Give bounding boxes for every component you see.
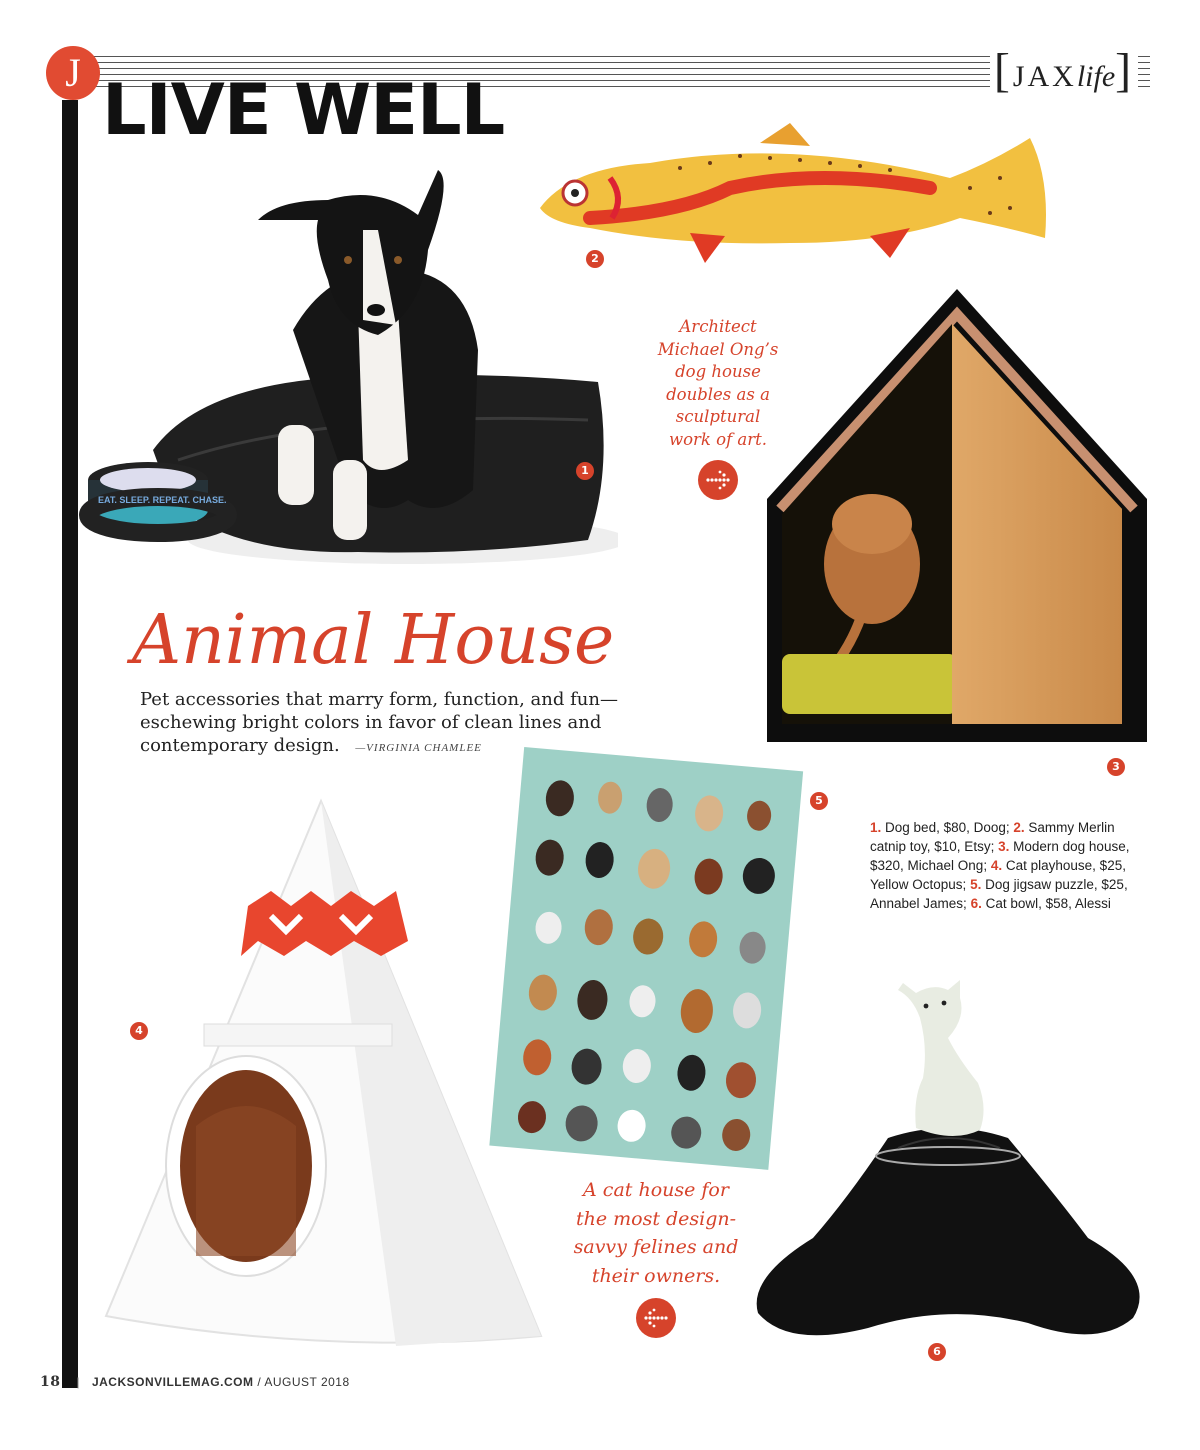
credit-number: 1. (870, 820, 882, 835)
item-number-6: 6 (928, 1343, 946, 1361)
footer-issue: / AUGUST 2018 (257, 1375, 350, 1389)
deck-text: Pet accessories that marry form, function, and fun—eschewing bright colors in favor of clean lines and contemporary design. (140, 689, 618, 756)
section-badge: J (46, 46, 100, 100)
caption-line: dog house (675, 362, 761, 381)
dog-house-photo (762, 284, 1152, 744)
fish-toy-photo (530, 118, 1060, 268)
brand-prefix: JAX (1012, 60, 1077, 93)
dotted-arrow-left-icon (636, 1298, 676, 1338)
caption-line: work of art. (668, 429, 768, 449)
caption-line: A cat house for (583, 1179, 729, 1201)
section-bar (62, 100, 78, 1388)
caption-line: their owners. (591, 1264, 721, 1287)
page-number: 18 (40, 1374, 61, 1390)
caption-line: doubles as a (666, 384, 770, 404)
item-number-3: 3 (1107, 758, 1125, 776)
item-number-4: 4 (130, 1022, 148, 1040)
item-number-2: 2 (586, 250, 604, 268)
caption-line: sculptural (675, 407, 761, 426)
footer-site: JACKSONVILLEMAG.COM (91, 1375, 254, 1389)
caption-line: Michael Ong’s (657, 339, 779, 359)
dotted-arrow-right-icon (698, 460, 738, 500)
product-credits (870, 818, 1140, 913)
page-footer: 18 | JACKSONVILLEMAG.COM / AUGUST 2018 (40, 1374, 350, 1390)
credit-number: 4. (990, 858, 1003, 873)
credit-text: Cat bowl, $58, Alessi (985, 896, 1111, 911)
credit-number: 6. (970, 896, 982, 911)
credit-text: Sammy Merlin catnip toy, $10, Etsy; (870, 820, 1115, 854)
caption-line: the most design- (575, 1207, 737, 1230)
item-number-1: 1 (576, 462, 594, 480)
bowl-text: EAT. SLEEP. REPEAT. CHASE. (98, 495, 227, 505)
cat-house-caption (560, 1176, 752, 1290)
credit-text: Dog jigsaw puzzle, $25, Annabel James; (870, 877, 1128, 911)
item-number-5: 5 (810, 792, 828, 810)
byline: —VIRGINIA CHAMLEE (355, 742, 482, 754)
credit-number: 2. (1013, 820, 1025, 835)
feature-headline: Animal House (132, 601, 615, 680)
credit-number: 5. (970, 877, 982, 892)
credit-number: 3. (998, 839, 1010, 854)
brand-suffix: life (1076, 60, 1116, 93)
caption-line: savvy felines and (573, 1236, 739, 1258)
brand-logo: [JAXlife] (990, 46, 1138, 96)
credit-text: Cat playhouse, $25, Yellow Octopus; (870, 858, 1126, 892)
credit-text: Dog bed, $80, Doog; (885, 820, 1010, 835)
cat-bowl-photo (738, 978, 1158, 1358)
cat-teepee-photo (96, 796, 566, 1366)
caption-line: Architect (679, 317, 757, 336)
section-title: LIVE WELL (102, 69, 505, 151)
credit-text: Modern dog house, $320, Michael Ong; (870, 839, 1130, 873)
